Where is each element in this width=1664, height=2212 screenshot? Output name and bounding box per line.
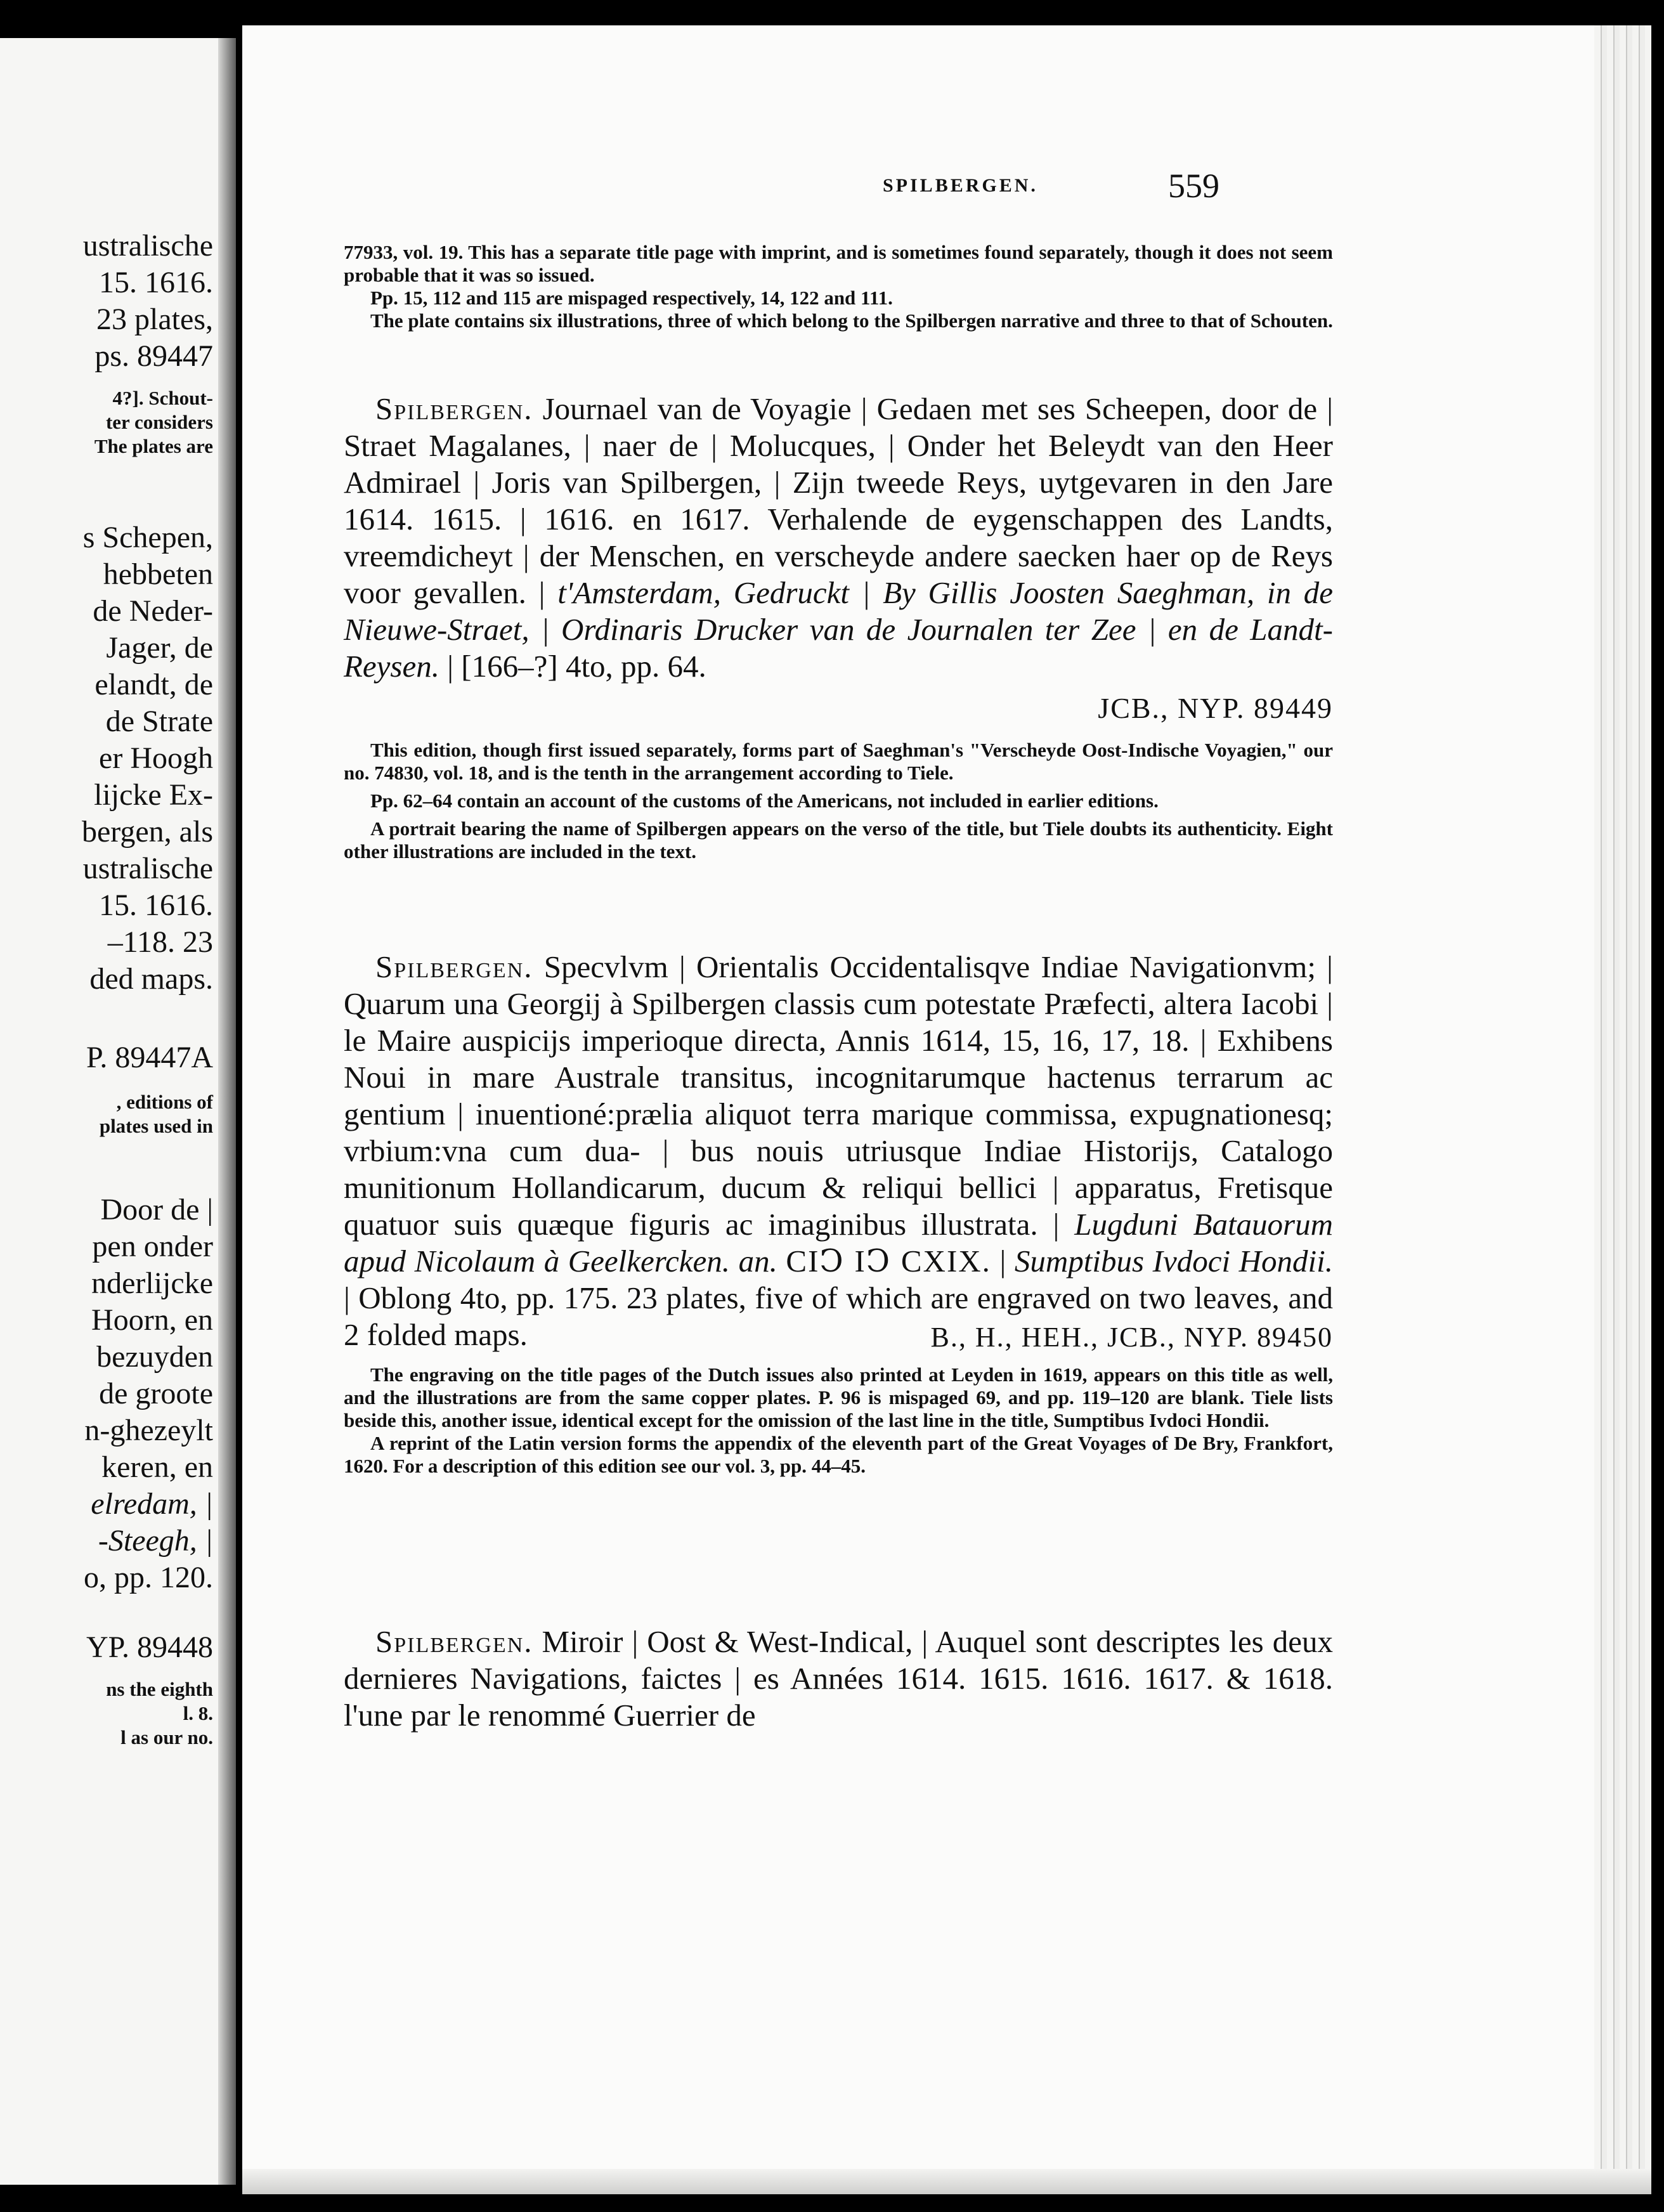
prev-line: bergen, als xyxy=(81,815,213,849)
prev-line: ustralische xyxy=(82,852,213,885)
prev-line: s Schepen, xyxy=(82,521,213,554)
entry-date: CIↃ IↃ CXIX. xyxy=(786,1244,991,1278)
prev-line: pen onder xyxy=(92,1230,213,1263)
prev-line: ded maps. xyxy=(89,962,213,996)
entry-collation: | Oblong 4to, pp. 175. 23 plates, five of which are engraved on two leaves, and 2 folded maps. xyxy=(344,1280,1333,1352)
prev-line: o, pp. 120. xyxy=(84,1561,213,1594)
entry-title-text: Specvlvm | Orientalis Occidentalisqve Indiae Navigationvm; | Quarum una Georgij à Spilbergen classis cum potestate Præfecti, altera Iacobi | le Maire auspicijs imperioque directa, Annis 1614, 15, 16, 17, 18. | Exhibens Noui in mare Australe transitus, incognitarumque hactenus terrarum ac gentium | inuentioné:prælia aliquot terra marique commissa, expugnationesq; vrbium:vna cum dua- | bus nouis utriusque Indiae Historijs, Catalogo munitionum Hollandicarum, ducum & reliqui bellici | apparatus, Fretisque quatuor suis quæque figuris ac imaginibus illustrata. | xyxy=(344,949,1333,1242)
prev-line: de Strate xyxy=(105,705,213,738)
entry-imprint: Sumptibus Ivdoci Hondii. xyxy=(1014,1244,1334,1278)
book-page-559 xyxy=(242,25,1651,2194)
note-paragraph: This edition, though first issued separately, forms part of Saeghman's "Verscheyde Oost-Indische Voyagien," our no. 74830, vol. 18, and is the tenth in the arrangement according to Tiele. xyxy=(344,739,1333,784)
note-paragraph: The engraving on the title pages of the Dutch issues also printed at Leyden in 1619, appears on this title as well, and the illustrations are from the same copper plates. P. 96 is mispaged 69, and pp. 119–120 are blank. Tiele lists beside this, another issue, identical except for the omission of the last line in the title, Sumptibus Ivdoci Hondii. xyxy=(344,1363,1333,1431)
page-number: 559 xyxy=(1168,167,1219,205)
prev-line: elandt, de xyxy=(94,668,213,701)
prev-line: keren, en xyxy=(101,1450,213,1484)
gutter-shadow xyxy=(218,38,236,2185)
prev-line: YP. 89448 xyxy=(86,1630,213,1664)
note-paragraph: The plate contains six illustrations, three of which belong to the Spilbergen narrative and three to that of Schouten. xyxy=(370,309,1333,332)
prev-line: lijcke Ex- xyxy=(94,778,213,812)
prev-line: -Steegh, | xyxy=(98,1524,213,1558)
library-locations: JCB., NYP. 89449 xyxy=(1098,692,1333,724)
prev-line: ter considers xyxy=(105,411,213,433)
prev-line: The plates are xyxy=(94,435,213,457)
prev-line: 23 plates, xyxy=(96,303,213,336)
prev-line: de groote xyxy=(99,1377,213,1410)
prev-line: Door de | xyxy=(100,1193,213,1226)
prev-line: 15. 1616. xyxy=(99,266,213,299)
top-notes xyxy=(344,241,1333,332)
prev-line: elredam, | xyxy=(91,1487,213,1521)
page-edge-shading xyxy=(1594,25,1651,2194)
entry-separator: | xyxy=(999,1244,1006,1278)
prev-line: 4?]. Schout- xyxy=(112,387,213,409)
entry-title-text: Miroir | Oost & West-Indical, | Auquel sont descriptes les deux dernieres Navigations, faictes | es Années 1614. 1615. 1616. 1617. & 1618. l'une par le renommé Guerrier de xyxy=(344,1624,1333,1733)
prev-line: plates used in xyxy=(99,1115,213,1137)
library-locations: B., H., HEH., JCB., NYP. 89450 xyxy=(930,1322,1333,1353)
note-paragraph: 77933, vol. 19. This has a separate title page with imprint, and is sometimes found separately, though it does not seem probable that it was so issued. xyxy=(344,241,1333,286)
entry-title-text: Journael van de Voyagie | Gedaen met ses Scheepen, door de | Straet Magalanes, | naer de | Molucques, | Onder het Beleydt van den Heer Admirael | Joris van Spilbergen, | Zijn tweede Reys, uytgevaren in den Jare 1614. 1615. | 1616. en 1617. Verhalende de eygenschappen des Landts, vreemdicheyt | der Menschen, en verscheyde andere saecken haer op de Reys voor gevallen. | xyxy=(344,391,1334,610)
note-paragraph: A portrait bearing the name of Spilbergen appears on the verso of the title, but Tiele doubts its authenticity. Eight other illustrations are included in the text. xyxy=(344,817,1333,862)
note-paragraph: A reprint of the Latin version forms the appendix of the eleventh part of the Great Voyages of De Bry, Frankfort, 1620. For a description of this edition see our vol. 3, pp. 44–45. xyxy=(344,1432,1333,1477)
note-paragraph: Pp. 62–64 contain an account of the customs of the Americans, not included in earlier editions. xyxy=(370,790,1159,812)
prev-line: ns the eighth xyxy=(106,1678,213,1700)
entry-heading: Spilbergen. xyxy=(375,391,533,426)
previous-page-fragment xyxy=(0,38,236,2185)
entry-heading: Spilbergen. xyxy=(375,949,533,984)
entry-body xyxy=(344,391,1333,685)
entry-body xyxy=(344,949,1333,1353)
running-head: SPILBERGEN. xyxy=(883,175,1038,196)
entry-imprint: t'Amsterdam, Gedruckt | By Gillis Joosten Saeghman, in de Nieuwe-Straet, | Ordinaris Drucker van de Journalen ter Zee | en de Landt-Reysen. xyxy=(344,575,1334,684)
prev-line: n-ghezeylt xyxy=(84,1414,213,1447)
prev-line: ustralische xyxy=(82,229,213,263)
prev-line: ps. 89447 xyxy=(94,339,213,373)
entry-speculum xyxy=(344,949,1333,1478)
prev-line: er Hoogh xyxy=(99,741,213,775)
prev-line: l. 8. xyxy=(183,1702,213,1724)
prev-line: de Neder- xyxy=(93,594,213,628)
entry-imprint: Lugduni Batauorum apud Nicolaum à Geelkercken. an. xyxy=(344,1207,1334,1278)
prev-line: Hoorn, en xyxy=(91,1303,213,1337)
prev-line: bezuyden xyxy=(96,1340,213,1374)
prev-line: 15. 1616. xyxy=(99,888,213,922)
entry-journael xyxy=(344,391,1333,863)
prev-line: –118. 23 xyxy=(107,925,213,959)
prev-line: nderlijcke xyxy=(91,1266,213,1300)
page-bottom-shading xyxy=(242,2169,1651,2194)
prev-line: l as our no. xyxy=(120,1726,213,1748)
entry-body xyxy=(344,1623,1333,1734)
entry-collation: | [166–?] 4to, pp. 64. xyxy=(447,649,706,684)
prev-line: P. 89447A xyxy=(86,1041,213,1074)
prev-line: , editions of xyxy=(116,1091,213,1113)
note-paragraph: Pp. 15, 112 and 115 are mispaged respectively, 14, 122 and 111. xyxy=(370,287,893,309)
prev-line: Jager, de xyxy=(106,631,213,665)
entry-miroir xyxy=(344,1623,1333,1734)
entry-heading: Spilbergen. xyxy=(375,1624,533,1659)
prev-line: hebbeten xyxy=(103,557,213,591)
